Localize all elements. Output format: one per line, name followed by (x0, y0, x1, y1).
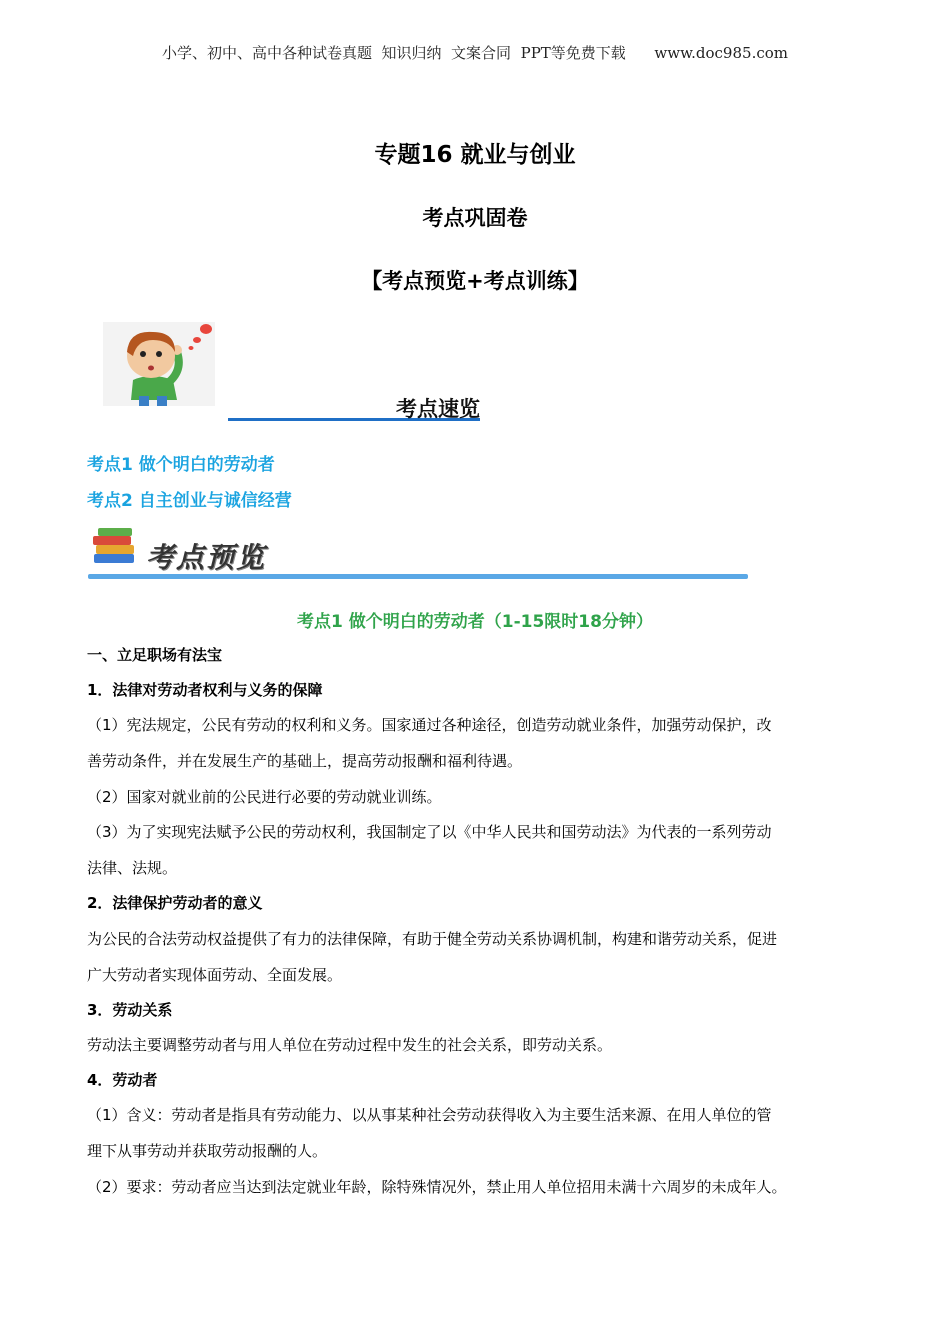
paragraph-line: （1）含义：劳动者是指具有劳动能力、以从事某种社会劳动获得收入为主要生活来源、在用人单位的管 (87, 1106, 772, 1124)
document-subtitle: 考点巩固卷 (422, 206, 528, 230)
paragraph-line: 理下从事劳动并获取劳动报酬的人。 (87, 1142, 328, 1160)
preview-banner (88, 522, 750, 582)
paragraph-line: （2）国家对就业前的公民进行必要的劳动就业训练。 (87, 788, 442, 806)
subheading-2: 2．法律保护劳动者的意义 (87, 894, 263, 912)
paragraph-line: 为公民的合法劳动权益提供了有力的法律保障，有助于健全劳动关系协调机制，构建和谐劳动关系，促进 (87, 930, 778, 948)
paragraph-line: （3）为了实现宪法赋予公民的劳动权利，我国制定了以《中华人民共和国劳动法》为代表的一系列劳动 (87, 823, 772, 841)
heading-1: 一、立足职场有法宝 (87, 646, 223, 664)
subheading-3: 3．劳动关系 (87, 1001, 173, 1019)
overview-item-2: 考点2 自主创业与诚信经营 (87, 491, 292, 511)
document-bracket-title: 【考点预览+考点训练】 (361, 269, 589, 293)
paragraph-line: 法律、法规。 (87, 859, 178, 877)
paragraph-line: （1）宪法规定，公民有劳动的权利和义务。国家通过各种途径，创造劳动就业条件，加强劳动保护，改 (87, 716, 772, 734)
books-icon (90, 526, 142, 570)
page-header: 小学、初中、高中各种试卷真题 知识归纳 文案合同 PPT等免费下载 www.doc985.com (161, 44, 788, 62)
paragraph-line: 善劳动条件，并在发展生产的基础上，提高劳动报酬和福利待遇。 (87, 752, 523, 770)
subheading-4: 4．劳动者 (87, 1071, 158, 1089)
overview-item-1: 考点1 做个明白的劳动者 (87, 455, 275, 475)
overview-heading-block (228, 393, 480, 421)
thinking-boy-illustration (103, 322, 215, 406)
preview-banner-label: 考点预览 (146, 541, 267, 574)
document-title: 专题16 就业与创业 (374, 142, 576, 168)
overview-heading: 考点速览 (396, 397, 480, 421)
paragraph-line: （2）要求：劳动者应当达到法定就业年龄，除特殊情况外，禁止用人单位招用未满十六周岁的未成年人。 (87, 1178, 787, 1196)
subheading-1: 1．法律对劳动者权利与义务的保障 (87, 681, 323, 699)
section-title: 考点1 做个明白的劳动者（1-15限时18分钟） (297, 612, 653, 632)
paragraph-line: 劳动法主要调整劳动者与用人单位在劳动过程中发生的社会关系，即劳动关系。 (87, 1036, 613, 1054)
preview-banner-bar (88, 574, 748, 579)
paragraph-line: 广大劳动者实现体面劳动、全面发展。 (87, 966, 343, 984)
